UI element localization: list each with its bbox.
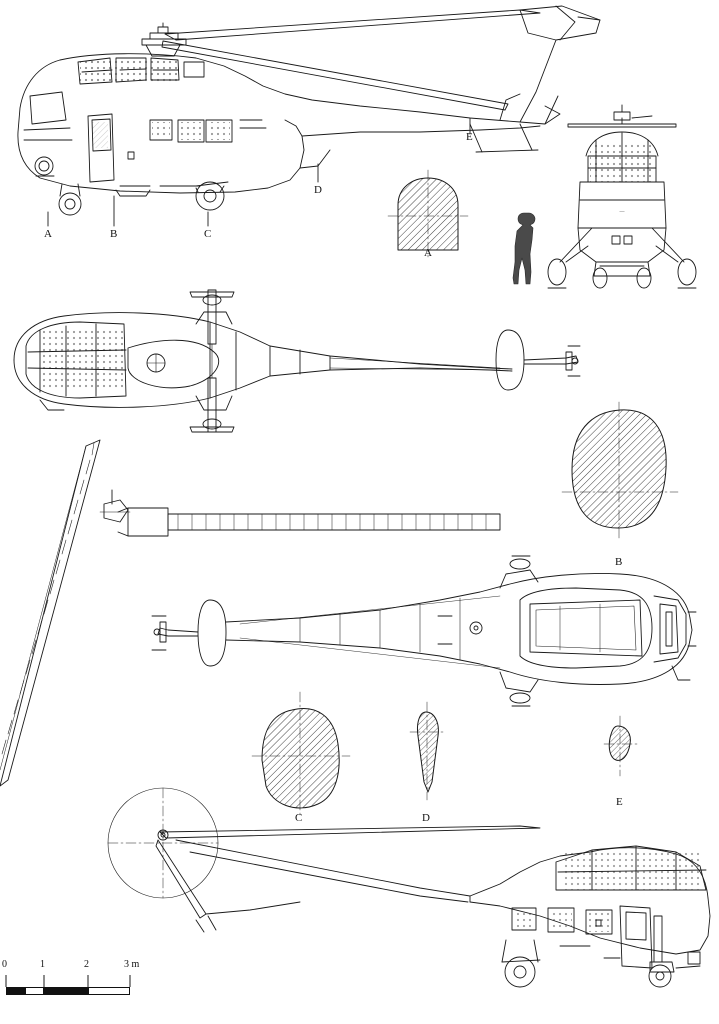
cross-section-d (410, 702, 446, 800)
cross-section-c (252, 692, 350, 818)
view-side-elevation-bottom (108, 788, 710, 987)
callout-c-side: C (204, 228, 212, 240)
scale-tick-2: 2 (84, 959, 89, 970)
human-silhouette (513, 213, 535, 284)
section-label-b: B (615, 556, 623, 568)
section-label-c: C (295, 812, 303, 824)
scale-tick-1: 1 (40, 959, 45, 970)
scale-tick-0: 0 (2, 959, 7, 970)
svg-text:—: — (619, 210, 625, 215)
rotor-blade-detail-diagonal (0, 440, 100, 786)
section-label-a: A (424, 247, 433, 259)
callout-a-side: A (44, 228, 53, 240)
callout-e-side: E (466, 131, 474, 143)
scale-seg-1b (25, 987, 44, 995)
scale-seg-2 (44, 987, 88, 995)
callout-b-side: B (110, 228, 118, 240)
view-front-elevation (548, 105, 696, 288)
scale-seg-1a (6, 987, 25, 995)
cross-section-b (562, 402, 678, 538)
view-plan-lower (152, 556, 696, 706)
view-plan-rotor-horizontal (100, 490, 500, 536)
view-plan-upper (14, 290, 580, 432)
scale-seg-3 (88, 987, 130, 995)
scale-tick-3: 3 m (124, 959, 140, 970)
cross-section-e (604, 716, 638, 776)
section-label-d: D (422, 812, 431, 824)
callout-d-side: D (314, 184, 323, 196)
cross-section-a (388, 170, 468, 258)
view-side-elevation-top (18, 6, 600, 226)
section-label-e: E (616, 796, 624, 808)
scale-bar-graphic (6, 975, 130, 987)
